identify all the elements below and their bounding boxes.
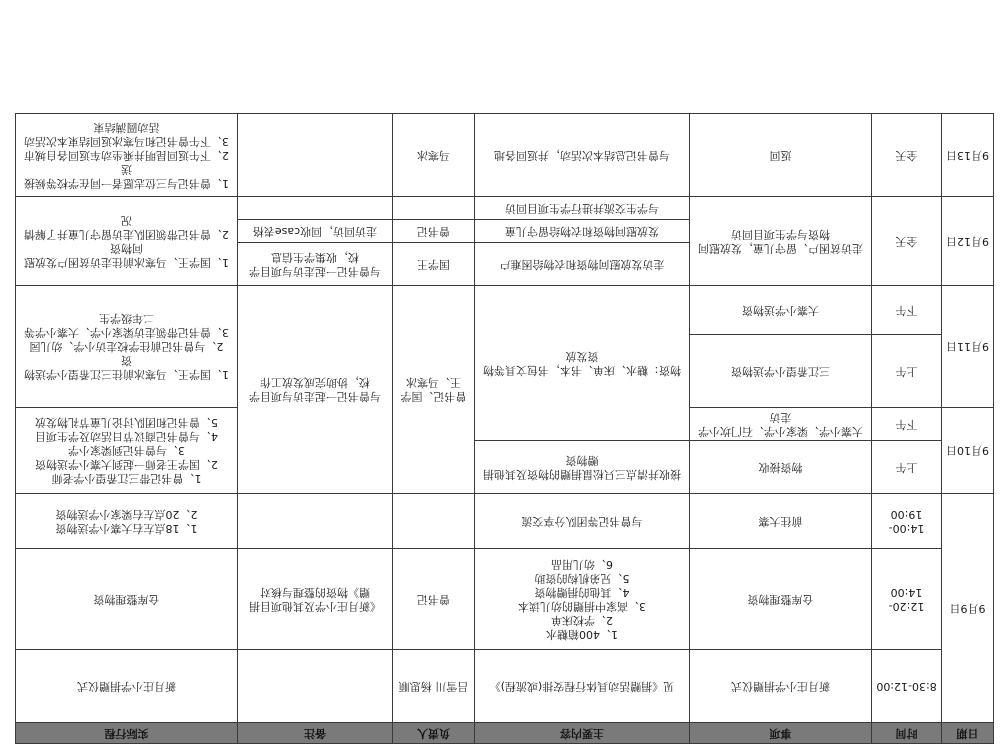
actual-line: 5、曾书记和团队讨论儿童节礼物发放 [35,416,218,430]
content-cell [475,549,690,650]
header-actual: 实际行程 [16,723,238,744]
table-row [16,549,994,650]
item-cell: 返回 [690,114,872,197]
actual-cell: 仓库整理物资 [16,549,238,650]
date-cell: 9月12日 [942,197,994,286]
item-cell: 仓库整理物资 [690,549,872,650]
content-cell: 与曾书记总结本次活动，并返回各地 [475,114,690,197]
half-day-cell: 下午 [872,408,942,441]
half-day-cell: 全天 [872,197,942,286]
header-row [16,723,994,744]
content-cell: 走访发放慰问物资和衣物给困难户 [475,243,690,286]
actual-line: 2、曾书记带领团队走访留守儿童并了解情况 [24,214,229,241]
actual-line: 2、国学王老师一起到大寨小学送物资 [35,458,218,472]
actual-line: 2、与曾书记前往学校走访小学、幼儿园 [29,340,224,354]
actual-line: 活动圆满结束 [93,121,160,134]
remark-cell [238,494,393,549]
remark-cell: 与曾书记一起走访与项目学校，收集学生信息 [238,243,393,286]
owner-cell [393,197,475,220]
half-day-cell: 全天 [872,114,942,197]
remark-cell: 《新月庄小学及其他项目捐赠》物资的整理与核对 [238,549,393,650]
owner-cell: 曾书记、国学王、马寒冰 [393,286,475,494]
actual-line: 1、国学王、马寒冰前往走访贫困户发放慰问物资 [24,242,229,269]
header-owner: 负责人 [393,723,475,744]
header-date: 日期 [942,723,994,744]
remark-cell [238,650,393,723]
header-content: 主要内容 [475,723,690,744]
content-cell: 与学生交流并进行学生项目回访 [475,197,690,220]
owner-cell: 曾书记 [393,549,475,650]
owner-cell: 曾书记 [393,220,475,243]
item-cell: 新月庄小学捐赠仪式 [690,650,872,723]
time-cell: 8:30-12:00 [872,650,942,723]
half-day-cell: 下午 [872,286,942,335]
actual-line: 3、下午曾书记和马寒冰返回结束本次活动 [24,135,229,148]
date-cell: 9月9日 [942,494,994,723]
item-cell: 三江希望小学送物资 [690,335,872,408]
remark-cell: 走访回访，回收case表格 [238,220,393,243]
actual-line: 1、曾书记与三位志愿者一同在学校等候接送 [24,163,229,190]
actual-cell [16,197,238,286]
header-remark: 备注 [238,723,393,744]
item-cell: 前往大寨 [690,494,872,549]
owner-cell: 国学王 [393,243,475,286]
item-cell: 大寨小学送物资 [690,286,872,335]
content-line: 5、兄弟机构的资助 [534,572,630,585]
actual-line: 4、与曾书记商议节日活动及学生项目 [35,430,218,444]
remark-cell [238,197,393,220]
header-time: 时间 [872,723,942,744]
content-cell: 与曾书记等团队分享交流 [475,494,690,549]
schedule-table [15,113,994,744]
date-cell: 9月11日 [942,286,994,408]
half-day-cell: 上午 [872,441,942,494]
table-row [16,650,994,723]
item-cell: 走访贫困户、留守儿童，发放慰问物资与学生项目回访 [690,197,872,286]
actual-cell: 新月庄小学捐赠仪式 [16,650,238,723]
content-cell: 见《捐赠活动具体行程安排(或流程)》 [475,650,690,723]
table-row [16,494,994,549]
remark-cell [238,114,393,197]
actual-cell [16,408,238,494]
content-line: 4、其他的捐赠物资 [534,586,630,599]
actual-line: 2、20点左右梁家小学送物资 [55,508,198,521]
actual-line: 3、与曾书记到梁家小学 [68,444,185,458]
content-cell: 接收并清点三只松鼠捐赠的物资及其他捐赠物资 [475,441,690,494]
schedule-sheet [16,56,994,744]
header-item: 事项 [690,723,872,744]
time-cell: 14:00-19:00 [872,494,942,549]
table-row [16,441,994,494]
date-cell: 9月13日 [942,114,994,197]
content-line: 1、400箱糖水 [546,628,618,641]
actual-cell [16,114,238,197]
table-row [16,243,994,286]
time-cell: 12:20-14:00 [872,549,942,650]
date-cell: 9月10日 [942,408,994,494]
content-cell: 发放慰问物资和衣物给留守儿童 [475,220,690,243]
content-line: 6、幼儿用品 [551,558,613,571]
actual-cell [16,286,238,408]
content-cell: 物资：糖水、床单、书本，书包文具等物资发放 [475,286,690,441]
content-line: 3、高家中捐赠的幼儿读本 [518,600,646,613]
actual-line: 1、国学王、马寒冰前往三江希望小学送物资 [24,354,229,382]
actual-line: 2、下午返回昆明并乘坐动车返回各自城市 [24,149,229,162]
owner-cell: 吕雪川 杨思顺 [393,650,475,723]
item-cell: 大寨小学、梁家小学、石门坎小学走访 [690,408,872,441]
content-line: 2、学校床单 [551,614,613,627]
owner-cell: 马寒冰 [393,114,475,197]
owner-cell [393,494,475,549]
actual-line: 3、曾书记带领走访梁家小学、大寨小学等二年级学生 [24,312,229,340]
actual-cell [16,494,238,549]
actual-line: 1、18点左右大寨小学送物资 [55,522,198,535]
table-row [16,114,994,197]
actual-line: 1、曾书记带三江希望小学老师 [51,472,202,486]
item-cell: 物资接收 [690,441,872,494]
half-day-cell: 上午 [872,335,942,408]
remark-cell: 与曾书记一起走访与项目学校，协助完成发放工作 [238,286,393,494]
